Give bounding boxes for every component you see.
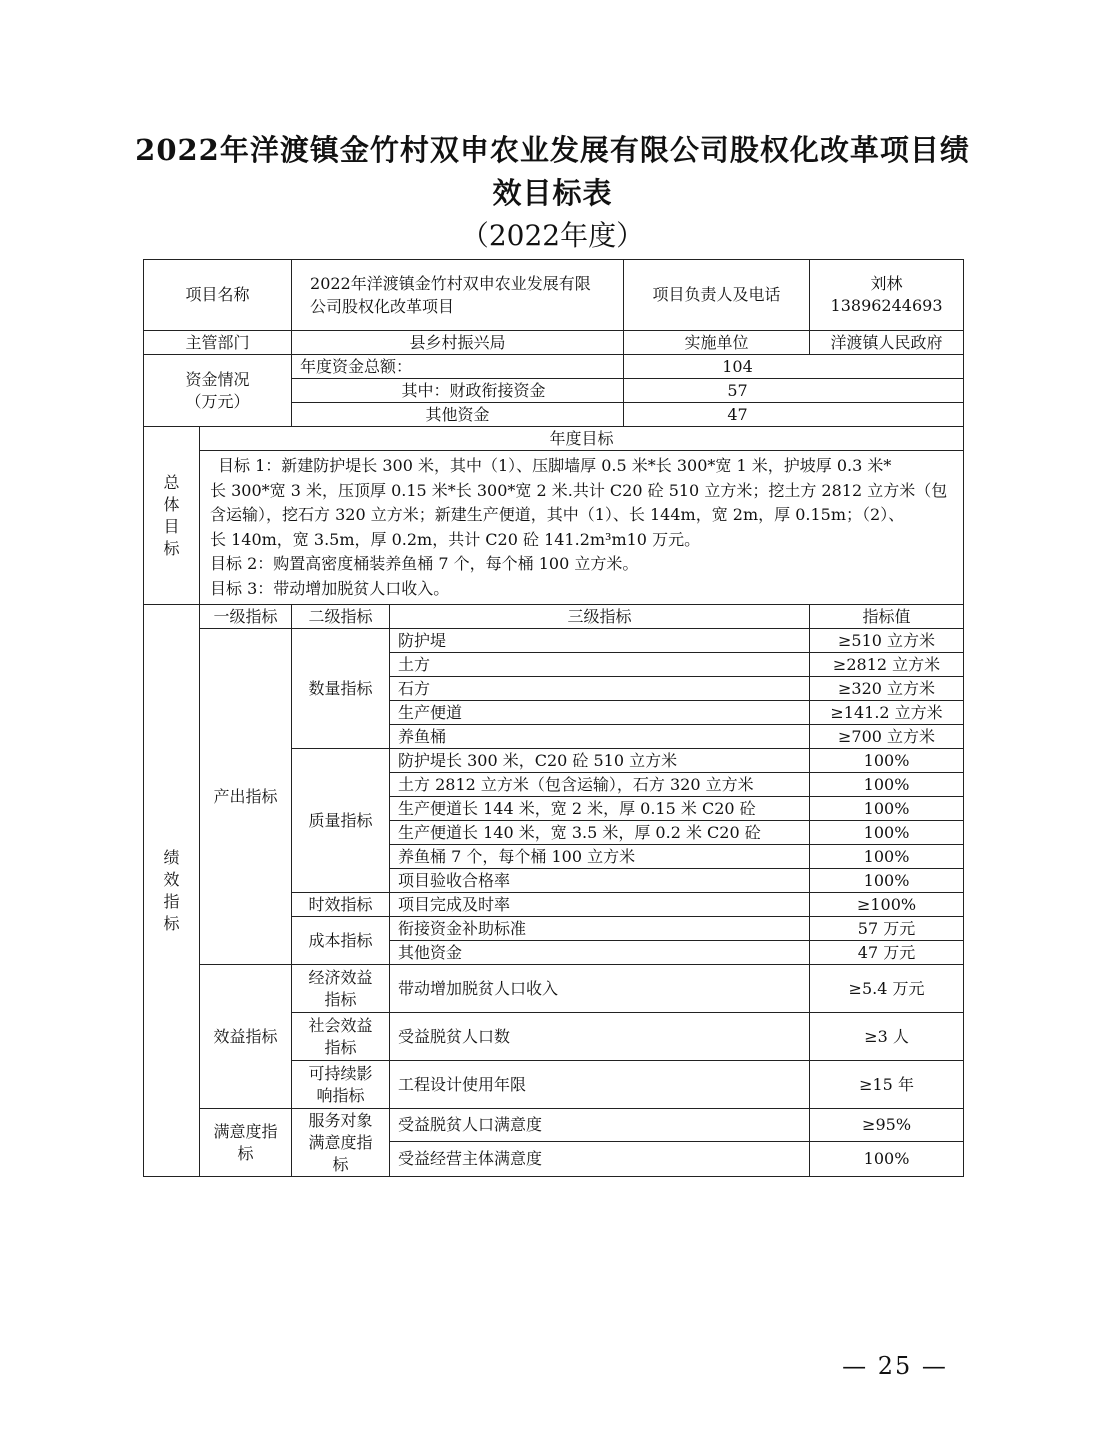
indicator-name: 生产便道 [390,701,810,725]
indicator-value: 100% [810,821,964,845]
quantity-indicator-label: 数量指标 [292,629,390,749]
indicator-value: ≥5.4 万元 [810,965,964,1013]
sustainable-impact-label-line-2: 响指标 [316,1085,365,1105]
level2-header: 二级指标 [292,605,390,629]
performance-char-1: 绩 [163,847,180,867]
indicator-value: ≥3 人 [810,1013,964,1061]
performance-char-2: 效 [163,869,180,889]
indicator-value: ≥15 年 [810,1061,964,1109]
goal-line: 长 300*宽 3 米，压顶厚 0.15 米*长 300*宽 2 米.共计 C20 砼 510 立方米；挖土方 2812 立方米（包 [210,480,948,500]
goals-header-row [144,427,964,451]
document-title-line-1: 2022年洋渡镇金竹村双申农业发展有限公司股权化改革项目绩 [135,133,970,167]
indicator-value: 100% [810,797,964,821]
overall-goal-char-4: 标 [163,538,180,558]
service-satisfaction-line-1: 服务对象 [308,1110,373,1130]
output-indicator-label: 产出指标 [200,629,292,965]
indicator-value: 100% [810,749,964,773]
project-leader-label: 项目负责人及电话 [624,260,810,331]
indicator-name: 受益经营主体满意度 [390,1142,810,1177]
value-header: 指标值 [810,605,964,629]
goal-line: 目标 1：新建防护堤长 300 米，其中（1）、压脚墙厚 0.5 米*长 300*宽 1 米，护坡厚 0.3 米* [218,456,892,475]
sustainable-impact-label-line-1: 可持续影 [308,1063,373,1083]
performance-section-label [144,605,200,1177]
overall-goal-char-1: 总 [163,472,180,492]
fund-other-label: 其他资金 [292,403,624,427]
project-name-value: 2022年洋渡镇金竹村双申农业发展有限公司股权化改革项目 [292,260,624,331]
benefit-indicator-label: 效益指标 [200,965,292,1109]
level1-header: 一级指标 [200,605,292,629]
indicator-value: ≥141.2 立方米 [810,701,964,725]
page-number: — 25 — [842,1352,948,1380]
implementing-unit-label: 实施单位 [624,331,810,355]
service-satisfaction-label [292,1109,390,1177]
social-benefit-label-line-1: 社会效益 [308,1015,373,1035]
sustainable-impact-label [292,1061,390,1109]
fund-fiscal-value: 57 [624,379,964,403]
overall-goal-section-label [144,427,200,605]
project-name-label: 项目名称 [144,260,292,331]
indicator-value: ≥700 立方米 [810,725,964,749]
economic-benefit-label-line-1: 经济效益 [308,967,373,987]
indicator-value: 100% [810,869,964,893]
social-benefit-label [292,1013,390,1061]
indicator-name: 防护堤 [390,629,810,653]
indicator-name: 项目验收合格率 [390,869,810,893]
indicator-name: 养鱼桶 [390,725,810,749]
economic-benefit-label [292,965,390,1013]
goals-text-row [144,451,964,605]
document-title-line-2: 效目标表 [492,176,613,210]
indicator-name: 石方 [390,677,810,701]
goal-line: 长 140m，宽 3.5m，厚 0.2m，共计 C20 砼 141.2m³m10 万元。 [210,529,701,549]
indicator-value: 100% [810,845,964,869]
indicator-name: 生产便道长 144 米，宽 2 米，厚 0.15 米 C20 砼 [390,797,810,821]
indicator-name: 土方 [390,653,810,677]
implementing-unit-value: 洋渡镇人民政府 [810,331,964,355]
document-subtitle: （2022年度） [460,219,645,252]
fund-total-row [144,355,964,379]
indicator-value: ≥2812 立方米 [810,653,964,677]
fund-total-value: 104 [624,355,964,379]
indicator-value: ≥320 立方米 [810,677,964,701]
service-satisfaction-line-3: 标 [332,1154,349,1174]
service-satisfaction-line-2: 满意度指 [308,1132,373,1152]
indicator-name: 项目完成及时率 [390,893,810,917]
economic-benefit-label-line-2: 指标 [324,989,357,1009]
goal-line: 含运输），挖石方 320 立方米；新建生产便道，其中（1）、长 144m，宽 2m，厚 0.15m；（2）、 [210,505,905,524]
indicator-name: 受益脱贫人口数 [390,1013,810,1061]
indicator-value: ≥95% [810,1109,964,1142]
indicator-value: 100% [810,1142,964,1177]
indicator-value: 57 万元 [810,917,964,941]
indicator-value: ≥100% [810,893,964,917]
goal-line: 目标 3：带动增加脱贫人口收入。 [210,578,450,598]
indicator-name: 衔接资金补助标准 [390,917,810,941]
satisfaction-label-line-2: 标 [237,1143,254,1163]
fund-other-value: 47 [624,403,964,427]
satisfaction-label-line-1: 满意度指 [213,1121,278,1141]
overall-goal-char-2: 体 [163,494,180,514]
satisfaction-indicator-label [200,1109,292,1177]
indicator-name: 土方 2812 立方米（包含运输），石方 320 立方米 [390,773,810,797]
social-benefit-label-line-2: 指标 [324,1037,357,1057]
indicator-value: 100% [810,773,964,797]
project-name-row [144,260,964,331]
table-row [144,965,964,1013]
goal-line: 目标 2：购置高密度桶装养鱼桶 7 个，每个桶 100 立方米。 [210,554,639,573]
indicator-header-row [144,605,964,629]
department-label: 主管部门 [144,331,292,355]
indicator-value: 47 万元 [810,941,964,965]
indicator-name: 防护堤长 300 米，C20 砼 510 立方米 [390,749,810,773]
annual-goal-text [200,451,964,605]
quality-indicator-label: 质量指标 [292,749,390,893]
fund-label [144,355,292,427]
indicator-name: 受益脱贫人口满意度 [390,1109,810,1142]
department-value: 县乡村振兴局 [292,331,624,355]
table-row [144,1109,964,1142]
fund-label-line-2: （万元） [185,391,250,411]
indicator-value: ≥510 立方米 [810,629,964,653]
performance-char-3: 指 [163,891,180,911]
fund-fiscal-label: 其中：财政衔接资金 [292,379,624,403]
table-row [144,629,964,653]
indicator-name: 生产便道长 140 米，宽 3.5 米，厚 0.2 米 C20 砼 [390,821,810,845]
performance-goal-table [143,259,964,1177]
timeliness-indicator-label: 时效指标 [292,893,390,917]
fund-total-label: 年度资金总额： [292,355,624,379]
indicator-name: 养鱼桶 7 个，每个桶 100 立方米 [390,845,810,869]
project-leader-value: 刘林 13896244693 [810,260,964,331]
level3-header: 三级指标 [390,605,810,629]
fund-label-line-1: 资金情况 [185,369,250,389]
indicator-name: 工程设计使用年限 [390,1061,810,1109]
indicator-name: 其他资金 [390,941,810,965]
department-row [144,331,964,355]
indicator-name: 带动增加脱贫人口收入 [390,965,810,1013]
overall-goal-char-3: 目 [163,516,180,536]
cost-indicator-label: 成本指标 [292,917,390,965]
performance-char-4: 标 [163,913,180,933]
annual-goal-header: 年度目标 [200,427,964,451]
